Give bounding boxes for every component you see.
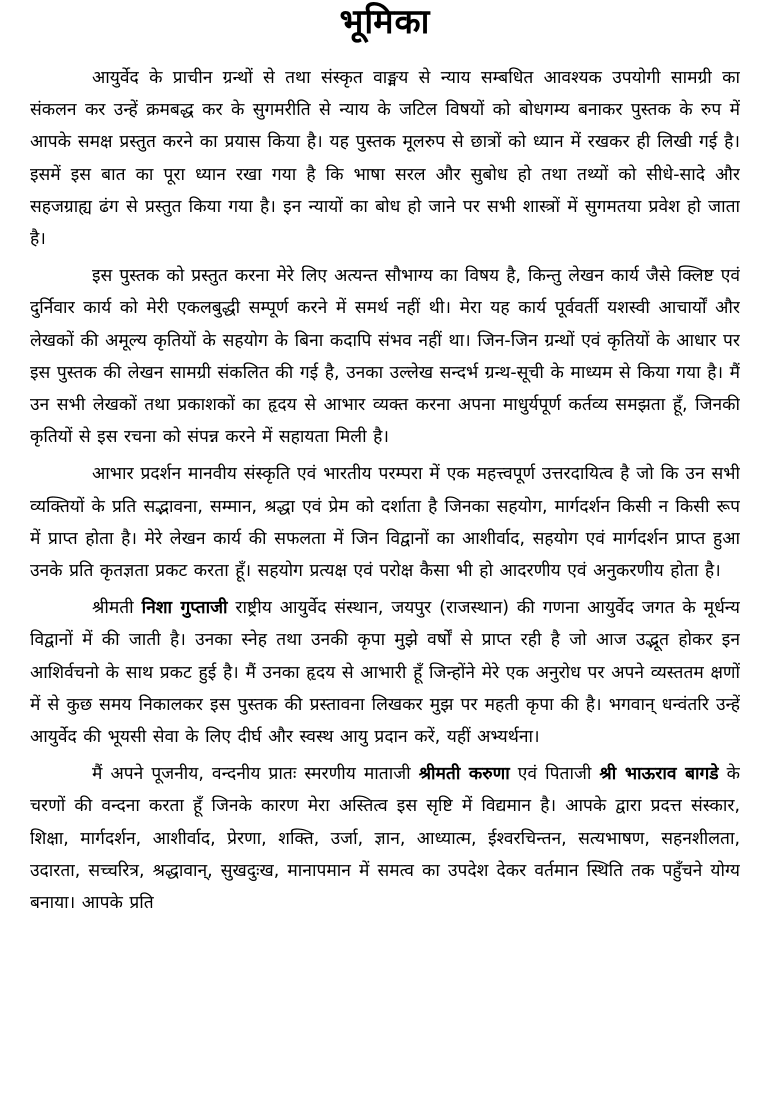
paragraph	[30, 758, 740, 919]
bold-name-text: श्रीमती करुणा	[418, 764, 510, 785]
paragraph-text: आभार प्रदर्शन मानवीय संस्कृति एवं भारतीय परम्परा में एक महत्त्वपूर्ण उत्तरदायित्व है जो कि उन सभी व्यक्तियों के प्रति सद्भावना, सम्मान, श्रद्धा एवं प्रेम को दर्शाता है जिनका सहयोग, मार्गदर्शन किसी न किसी रूप में प्राप्त होता है। मेरे लेखन कार्य की सफलता में जिन विद्वानों का आशीर्वाद, सहयोग एवं मार्गदर्शन प्राप्त हुआ उनके प्रति कृतज्ञता प्रकट करता हूँ। सहयोग प्रत्यक्ष एवं परोक्ष कैसा भी हो आदरणीय एवं अनुकरणीय होता है।	[30, 464, 740, 582]
bold-name-text: निशा गुप्ताजी	[141, 598, 228, 619]
page-title: भूमिका	[339, 2, 431, 42]
paragraph	[30, 458, 740, 587]
paragraph-text: राष्ट्रीय आयुर्वेद संस्थान, जयपुर (राजस्थान) की गणना आयुर्वेद जगत के मूर्धन्य विद्वानों में की जाती है। उनका स्नेह तथा उनकी कृपा मुझे वर्षों से प्राप्त रही है जो आज उद्भूत होकर इन आशिर्वचनो के साथ प्रकट हुई है। मैं उनका हृदय से आभारी हूँ जिन्होंने मेरे एक अनुरोध पर अपने व्यस्ततम क्षणों में से कुछ समय निकालकर इस पुस्तक की प्रस्तावना लिखकर मुझ पर महती कृपा की है। भगवान् धन्वंतरि उन्हें आयुर्वेद की भूयसी सेवा के लिए दीर्घ और स्वस्थ आयु प्रदान करें, यहीं अभ्यर्थना।	[30, 598, 740, 748]
paragraph	[30, 62, 740, 255]
paragraph	[30, 260, 740, 453]
document-body	[30, 62, 740, 919]
paragraph-text: मैं अपने पूजनीय, वन्दनीय प्रातः स्मरणीय माताजी	[92, 764, 419, 785]
document-page	[30, 0, 740, 1108]
paragraph-text: इस पुस्तक को प्रस्तुत करना मेरे लिए अत्यन्त सौभाग्य का विषय है, किन्तु लेखन कार्य जैसे क्लिष्ट एवं दुर्निवार कार्य को मेरी एकलबुद्धी सम्पूर्ण करने में समर्थ नहीं थी। मेरा यह कार्य पूर्ववर्ती यशस्वी आचार्यों और लेखकों की अमूल्य कृतियों के सहयोग के बिना कदापि संभव नहीं था। जिन-जिन ग्रन्थों एवं कृतियों के आधार पर इस पुस्तक की लेखन सामग्री संकलित की गई है, उनका उल्लेख सन्दर्भ ग्रन्थ-सूची के माध्यम से किया गया है। मैं उन सभी लेखकों तथा प्रकाशकों का हृदय से आभार व्यक्त करना अपना माधुर्यपूर्ण कर्तव्य समझता हूँ, जिनकी कृतियों से इस रचना को संपन्न करने में सहायता मिली है।	[30, 266, 740, 448]
paragraph-text: एवं पिताजी	[509, 764, 600, 785]
bold-name-text: श्री भाऊराव बागडे	[599, 764, 719, 785]
paragraph-text: के चरणों की वन्दना करता हूँ जिनके कारण मेरा अस्तित्व इस सृष्टि में विद्यमान है। आपके द्वारा प्रदत्त संस्कार, शिक्षा, मार्गदर्शन, आशीर्वाद, प्रेरणा, शक्ति, उर्जा, ज्ञान, आध्यात्म, ईश्वरचिन्तन, सत्यभाषण, सहनशीलता, उदारता, सच्चरित्र, श्रद्धावान्, सुखदुःख, मानापमान में समत्व का उपदेश देकर वर्तमान स्थिति तक पहुँचने योग्य बनाया। आपके प्रति	[30, 764, 740, 914]
paragraph-text: आयुर्वेद के प्राचीन ग्रन्थों से तथा संस्कृत वाङ्मय से न्याय सम्बधित आवश्यक उपयोगी सामग्री का संकलन कर उन्हें क्रमबद्ध कर के सुगमरीति से न्याय के जटिल विषयों को बोधगम्य बनाकर पुस्तक के रुप में आपके समक्ष प्रस्तुत करने का प्रयास किया है। यह पुस्तक मूलरुप से छात्रों को ध्यान में रखकर ही लिखी गई है। इसमें इस बात का पूरा ध्यान रखा गया है कि भाषा सरल और सुबोध हो तथा तथ्यों को सीधे-सादे और सहजग्राह्य ढंग से प्रस्तुत किया गया है। इन न्यायों का बोध हो जाने पर सभी शास्त्रों में सुगमतया प्रवेश हो जाता है।	[30, 68, 740, 250]
paragraph-text: श्रीमती	[92, 598, 142, 619]
paragraph	[30, 592, 740, 753]
